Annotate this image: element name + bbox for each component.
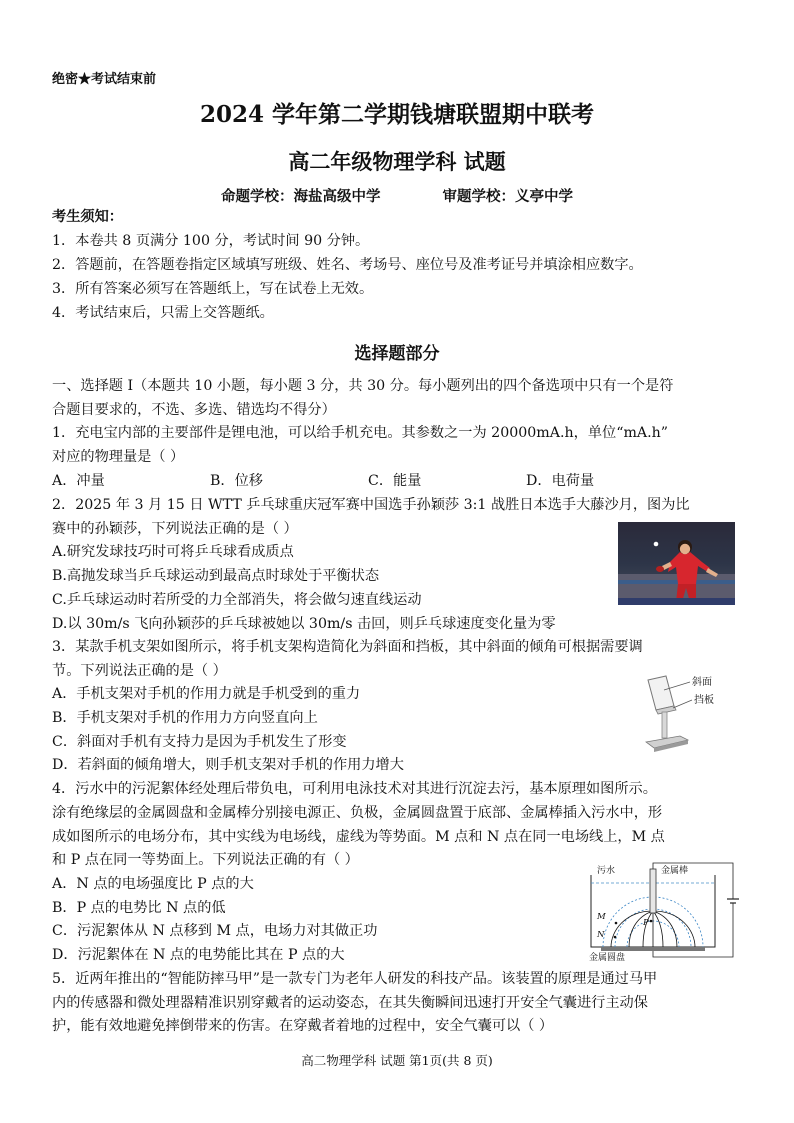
page-footer: 高二物理学科 试题 第1页(共 8 页) (301, 1053, 493, 1068)
notice-item: 2．答题前，在答题卷指定区域填写班级、姓名、考场号、座位号及准考证号并填涂相应数字。 (52, 257, 643, 273)
q2-option-d: D.以 30m/s 飞向孙颖莎的乒乓球被她以 30m/s 击回，则乒乓球速度变化量为零 (52, 616, 556, 632)
fig4-label-disk: 金属圆盘 (589, 953, 626, 961)
q4-stem: 涂有绝缘层的金属圆盘和金属棒分别接电源正、负极，金属圆盘置于底部、金属棒插入污水中，形 (52, 805, 663, 821)
school-line (0, 185, 794, 206)
q1-stem: 1．充电宝内部的主要部件是锂电池，可以给手机充电。其参数之一为 20000mA.h，单位“mA.h” (52, 425, 669, 441)
confidential-mark: 绝密★考试结束前 (52, 72, 157, 87)
q1-stem: 对应的物理量是（ ） (52, 449, 185, 465)
fig4-label-rod: 金属棒 (661, 866, 689, 876)
exam-title: 2024 学年第二学期钱塘联盟期中联考 (199, 101, 595, 128)
point-p-label: P (643, 918, 649, 928)
electric-field-figure (585, 861, 747, 961)
point-m-label: M (597, 912, 606, 922)
notice-item: 1．本卷共 8 页满分 100 分，考试时间 90 分钟。 (52, 233, 370, 249)
q4-option-a: A．N 点的电场强度比 P 点的大 (52, 876, 254, 892)
point-n-label: N (597, 930, 605, 940)
exam-subtitle: 高二年级物理学科 试题 (288, 149, 506, 174)
fig4-label-water: 污水 (597, 866, 616, 876)
q5-stem: 内的传感器和微处理器精准识别穿戴者的运动姿态，在其失衡瞬间迅速打开安全气囊进行主动保 (52, 995, 648, 1011)
notice-item: 4．考试结束后，只需上交答题纸。 (52, 305, 274, 321)
q5-stem: 护，能有效地避免摔倒带来的伤害。在穿戴者着地的过程中，安全气囊可以（ ） (52, 1018, 554, 1034)
q1-option-a: A．冲量 (52, 473, 105, 489)
q3-stem: 节。下列说法正确的是（ ） (52, 663, 227, 679)
notice-item: 3．所有答案必须写在答题纸上，写在试卷上无效。 (52, 281, 374, 297)
notice-heading: 考生须知： (52, 209, 123, 225)
q5-stem: 5．近两年推出的“智能防摔马甲”是一款专门为老年人研发的科技产品。该装置的原理是通过马甲 (52, 971, 658, 987)
q1-option-c: C．能量 (368, 473, 422, 489)
q1-option-d: D．电荷量 (526, 473, 595, 489)
q3-option-d: D．若斜面的倾角增大，则手机支架对手机的作用力增大 (52, 757, 404, 773)
q3-option-a: A．手机支架对手机的作用力就是手机受到的重力 (52, 686, 361, 702)
setter-school: 命题学校：海盐高级中学 (221, 188, 381, 205)
q4-option-b: B．P 点的电势比 N 点的低 (52, 900, 226, 916)
q2-option-b: B.高抛发球当乒乓球运动到最高点时球处于平衡状态 (52, 568, 380, 584)
q4-option-d: D．污泥絮体在 N 点的电势能比其在 P 点的大 (52, 947, 345, 963)
q2-stem: 2．2025 年 3 月 15 日 WTT 乒乓球重庆冠军赛中国选手孙颖莎 3:1 战胜日本选手大藤沙月，图为比 (52, 497, 690, 513)
section-intro: 一、选择题 I（本题共 10 小题，每小题 3 分，共 30 分。每小题列出的四个备选项中只有一个是符 (52, 378, 674, 394)
q4-stem: 成如图所示的电场分布，其中实线为电场线，虚线为等势面。M 点和 N 点在同一电场线上，M 点 (52, 829, 665, 845)
fig3-label-baffle: 挡板 (694, 695, 714, 706)
q1-option-b: B．位移 (210, 473, 263, 489)
reviewer-school: 审题学校：义亭中学 (442, 188, 573, 205)
q2-option-a: A.研究发球技巧时可将乒乓球看成质点 (52, 544, 294, 560)
phone-stand-figure (640, 672, 738, 756)
q3-option-b: B．手机支架对手机的作用力方向竖直向上 (52, 710, 318, 726)
q4-stem: 和 P 点在同一等势面上。下列说法正确的有（ ） (52, 852, 359, 868)
section-intro: 合题目要求的，不选、多选、错选均不得分） (52, 402, 336, 418)
table-tennis-photo (618, 522, 735, 605)
q4-option-c: C．污泥絮体从 N 点移到 M 点，电场力对其做正功 (52, 923, 378, 939)
q2-stem: 赛中的孙颖莎，下列说法正确的是（ ） (52, 521, 298, 537)
q3-option-c: C．斜面对手机有支持力是因为手机发生了形变 (52, 734, 347, 750)
section-title: 选择题部分 (354, 344, 440, 364)
q2-option-c: C.乒乓球运动时若所受的力全部消失，将会做匀速直线运动 (52, 592, 422, 608)
q3-stem: 3．某款手机支架如图所示，将手机支架构造简化为斜面和挡板，其中斜面的倾角可根据需要调 (52, 639, 643, 655)
q4-stem: 4．污水中的污泥絮体经处理后带负电，可利用电泳技术对其进行沉淀去污，基本原理如图所示。 (52, 781, 657, 797)
fig3-label-slope: 斜面 (692, 677, 712, 688)
